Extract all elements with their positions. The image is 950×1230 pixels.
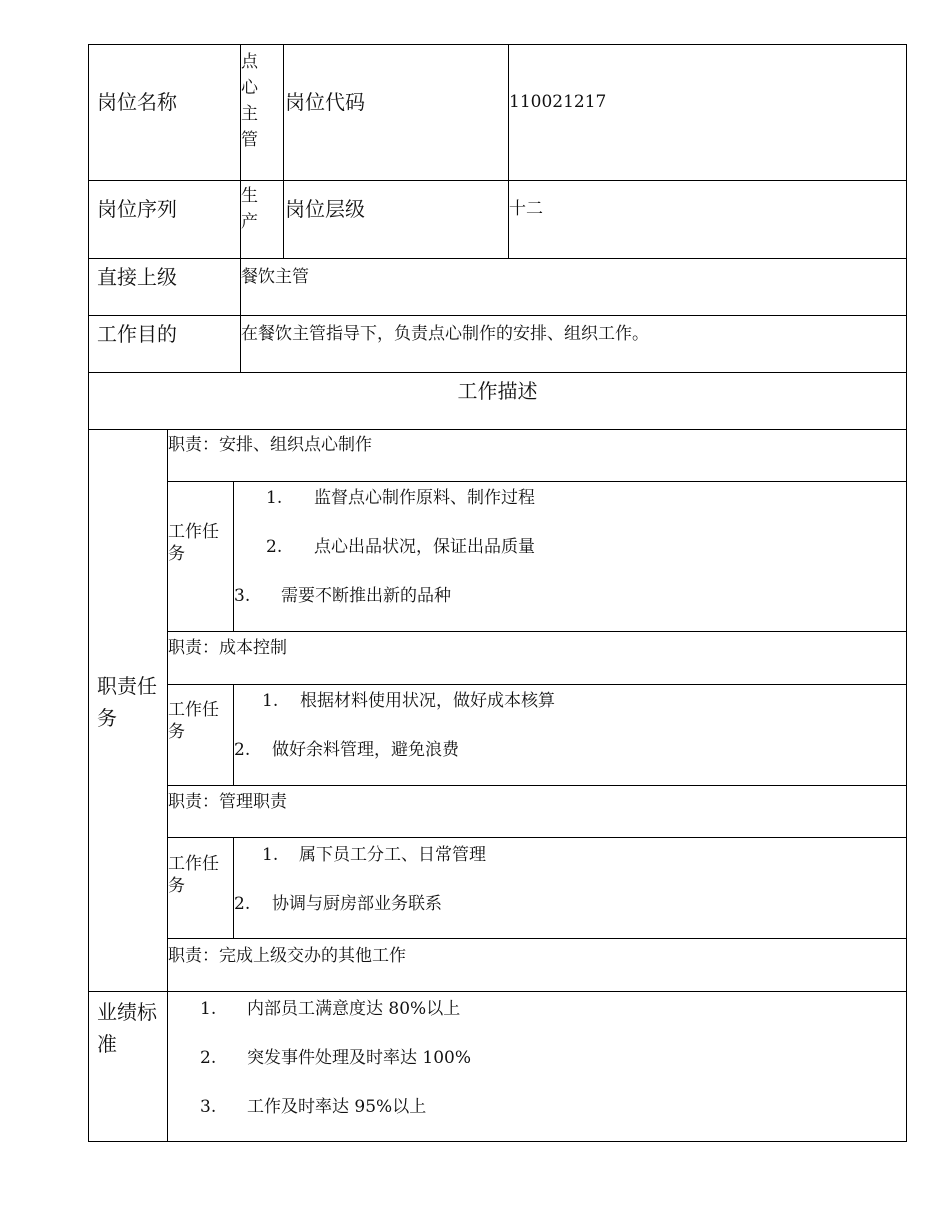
task-item: 需要不断推出新的品种 — [281, 586, 451, 606]
sequence-label: 岗位序列 — [97, 197, 177, 221]
position-code-label: 岗位代码 — [285, 90, 365, 114]
duty-title: 职责：管理职责 — [168, 792, 287, 812]
task-number: 3. — [234, 586, 251, 606]
task-item: 协调与厨房部业务联系 — [272, 894, 442, 914]
level-label: 岗位层级 — [285, 197, 365, 221]
performance-number: 2. — [200, 1048, 217, 1068]
task-label: 工作任务 — [168, 700, 219, 742]
task-number: 1. — [262, 691, 279, 711]
performance-number: 1. — [200, 999, 217, 1019]
performance-item: 工作及时率达 95%以上 — [247, 1097, 427, 1117]
task-item: 属下员工分工、日常管理 — [299, 845, 486, 865]
purpose-value: 在餐饮主管指导下，负责点心制作的安排、组织工作。 — [241, 324, 649, 344]
task-number: 2. — [234, 894, 251, 914]
level-value: 十二 — [509, 199, 543, 219]
superior-value: 餐饮主管 — [241, 267, 309, 287]
task-number: 2. — [234, 740, 251, 760]
duty-title: 职责：成本控制 — [168, 638, 287, 658]
position-code-value: 110021217 — [509, 92, 607, 112]
performance-item: 突发事件处理及时率达 100% — [247, 1048, 472, 1068]
sequence-value: 生产 — [241, 186, 258, 230]
position-name-label: 岗位名称 — [97, 90, 177, 114]
task-item: 根据材料使用状况，做好成本核算 — [300, 691, 555, 711]
task-item: 点心出品状况，保证出品质量 — [314, 537, 535, 557]
duty-title: 职责：完成上级交办的其他工作 — [168, 946, 406, 966]
task-item: 做好余料管理，避免浪费 — [272, 740, 459, 760]
task-number: 2. — [266, 537, 283, 557]
position-name-value: 点心主管 — [241, 52, 258, 150]
duty-title: 职责：安排、组织点心制作 — [168, 435, 372, 455]
performance-label: 业绩标准 — [97, 1000, 157, 1056]
superior-label: 直接上级 — [97, 265, 177, 289]
purpose-label: 工作目的 — [97, 322, 177, 346]
task-label: 工作任务 — [168, 522, 219, 564]
performance-item: 内部员工满意度达 80%以上 — [247, 999, 461, 1019]
task-label: 工作任务 — [168, 854, 219, 896]
performance-number: 3. — [200, 1097, 217, 1117]
duties-label: 职责任务 — [97, 674, 157, 730]
task-number: 1. — [266, 488, 283, 508]
description-title: 工作描述 — [457, 379, 538, 403]
task-number: 1. — [262, 845, 279, 865]
task-item: 监督点心制作原料、制作过程 — [314, 488, 535, 508]
